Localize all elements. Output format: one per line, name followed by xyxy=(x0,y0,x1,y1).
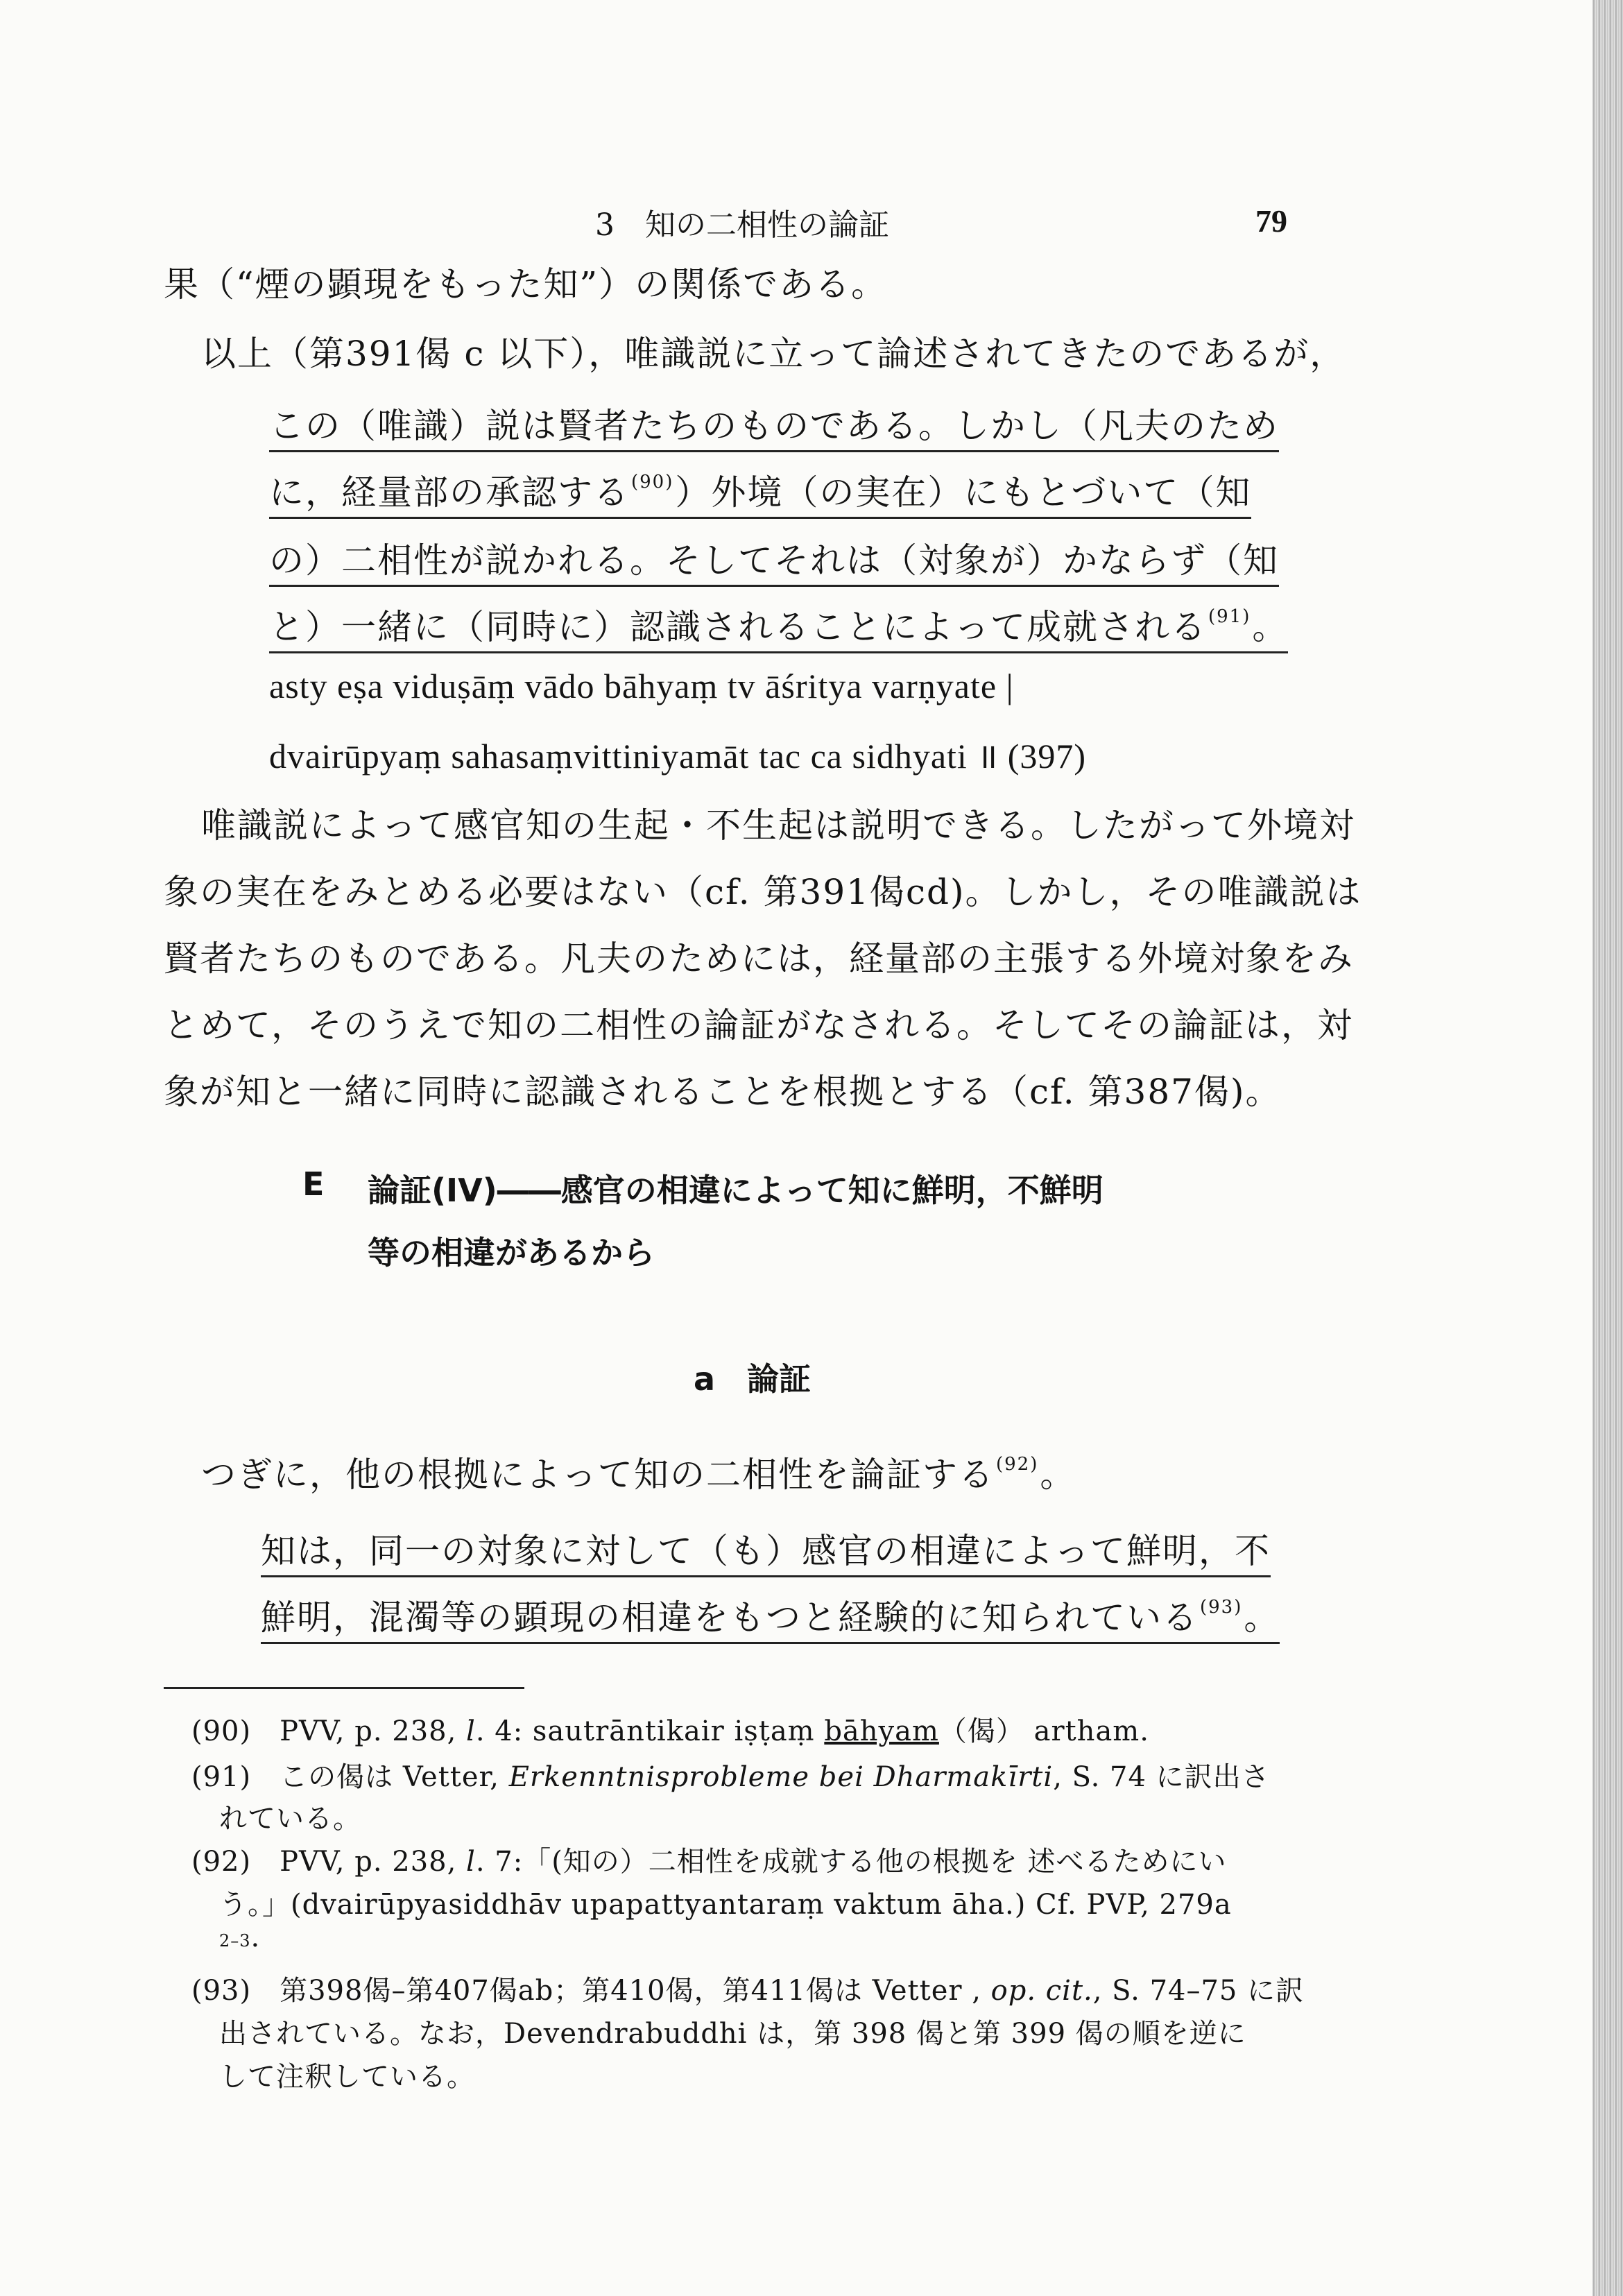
verse-line: と）一緒に（同時に）認識されることによって成就される$^{(91)}$。 xyxy=(269,607,1288,653)
footnote-ref-92[interactable]: (92) xyxy=(996,1454,1039,1475)
footnote-ref-90[interactable]: (90) xyxy=(631,472,674,492)
text-line: 象が知と一緒に同時に認識されることを根拠とする（cf. 第387偈)。 xyxy=(164,1072,1282,1112)
verse-line: この（唯識）説は賢者たちのものである。しかし（凡夫のため xyxy=(269,406,1279,452)
verse-line: に，経量部の承認する$^{(90)}$）外境（の実在）にもとづいて（知 xyxy=(269,472,1251,519)
running-header: 3 知の二相性の論証 xyxy=(595,207,889,243)
paragraph-intro-2: つぎに，他の根拠によって知の二相性を論証する$^{(92)}$。 xyxy=(201,1454,1076,1495)
book-edge-shadow xyxy=(1592,0,1623,2296)
text-line: とめて，そのうえで知の二相性の論証がなされる。そしてその論証は，対 xyxy=(164,1005,1353,1045)
text-line: 象の実在をみとめる必要はない（cf. 第391偈cd)。しかし，その唯識説は xyxy=(164,872,1362,912)
verse-line: 鮮明，混濁等の顕現の相違をもつと経験的に知られている$^{(93)}$。 xyxy=(261,1597,1280,1644)
paragraph-continuation: 果（“煙の顕現をもった知”）の関係である。 xyxy=(164,264,888,305)
footnote-ref-91[interactable]: (91) xyxy=(1208,606,1251,627)
sanskrit-verse-line: dvairūpyaṃ sahasaṃvittiniyamāt tac ca sidhyati ॥ (397) xyxy=(269,737,1087,776)
page-number: 79 xyxy=(1255,203,1287,239)
paragraph-intro: 以上（第391偈 c 以下），唯識説に立って論述されてきたのであるが， xyxy=(201,334,1346,374)
verse-line: 知は，同一の対象に対して（も）感官の相違によって鮮明，不 xyxy=(261,1531,1271,1577)
footnote-ref-93[interactable]: (93) xyxy=(1200,1597,1243,1618)
footnote-separator xyxy=(164,1687,524,1689)
section-label-e: E xyxy=(302,1165,325,1203)
verse-line: の）二相性が説かれる。そしてそれは（対象が）かならず（知 xyxy=(269,540,1279,587)
text-line: 唯識説によって感官知の生起・不生起は説明できる。したがって外境対 xyxy=(201,805,1355,846)
page: 3 知の二相性の論証 79 果（“煙の顕現をもった知”）の関係である。 以上（第391偈 c 以下），唯識説に立って論述されてきたのであるが， この（唯識）説は賢者たちのものである。しかし（凡夫のため に，経量部の承認する$^{(90)}$）外境（の実在）にもとづいて（知 の）二相性が説かれる。そしてそれは（対象が）かならず（知 と）一緒に（同時に）認識されることによって成就される$^{(91)}$。 asty eṣa viduṣāṃ vādo bāhyaṃ tv āśritya varṇyate | dvairūpyaṃ sahasaṃvittiniyamāt tac ca sidhyati ॥ (397) 唯識説によって感官知の生起・不生起は説明できる。したがって外境対 象の実在をみとめる必要はない（cf. 第391偈cd)。しかし，その唯識説は 賢者たちのものである。凡夫のためには，経量部の主張する外境対象をみ とめて，そのうえで知の二相性の論証がなされる。そしてその論証は，対 象が知と一緒に同時に認識されることを根拠とする（cf. 第387偈)。 E 論証(IV)――感官の相違によって知に鮮明，不鮮明 等の相違があるから a 論証 つぎに，他の根拠によって知の二相性を論証する$^{(92)}$。 知は，同一の対象に対して（も）感官の相違によって鮮明，不 鮮明，混濁等の顕現の相違をもつと経験的に知られている$^{(93)}$。 (90) PVV, p. 238, l. 4: sautrāntikair iṣṭaṃ bāhyam（偈） artham. (91) この偈は Vetter, Erkenntnisprobleme bei Dharmakīrti, S. 74 に訳出さ れている。 (92) PVV, p. 238, l. 7:「(知の）二相性を成就する他の根拠を 述べるためにい う。」(dvairūpyasiddhāv upapattyantaraṃ vaktum āha.) Cf. PVP, 279a 2–3. (93) 第398偈–第407偈ab；第410偈，第411偈は Vetter , op. cit., S. 74–75 に訳 出されている。なお，Devendrabuddhi は，第 398 偈と第 399 偈の順を逆に して注釈している。 xyxy=(0,0,1623,2296)
sanskrit-verse-line: asty eṣa viduṣāṃ vādo bāhyaṃ tv āśritya varṇyate | xyxy=(269,667,1014,705)
section-heading: 論証(IV)――感官の相違によって知に鮮明，不鮮明 xyxy=(368,1172,1104,1209)
section-heading-cont: 等の相違があるから xyxy=(368,1234,655,1271)
text-line: 賢者たちのものである。凡夫のためには，経量部の主張する外境対象をみ xyxy=(164,939,1354,979)
subsection-heading: a 論証 xyxy=(694,1360,812,1398)
